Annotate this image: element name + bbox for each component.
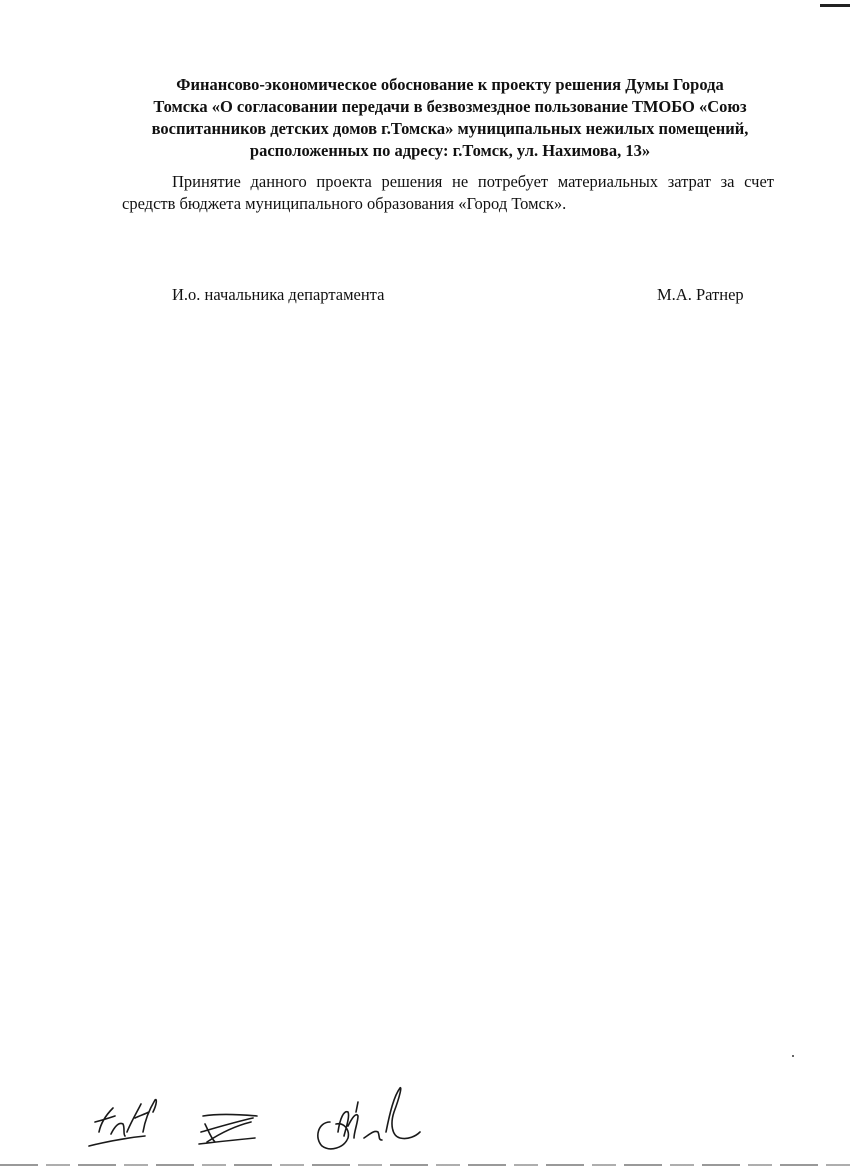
scan-speck bbox=[792, 1055, 794, 1057]
signatory-role: И.о. начальника департамента bbox=[172, 285, 385, 304]
body-line: средств бюджета муниципального образования «Город Томск». bbox=[122, 194, 567, 213]
signature-icon bbox=[308, 1082, 423, 1162]
title-line: Томска «О согласовании передачи в безвозмездное пользование ТМОБО «Союз bbox=[153, 97, 747, 116]
signatory-name: М.А. Ратнер bbox=[657, 285, 744, 304]
corner-mark bbox=[820, 4, 850, 7]
title-line: расположенных по адресу: г.Томск, ул. Нахимова, 13» bbox=[249, 141, 651, 160]
signature-icon bbox=[195, 1102, 265, 1152]
body-line: Принятие данного проекта решения не потребует материальных затрат за счет bbox=[172, 172, 774, 191]
scan-edge bbox=[0, 1164, 850, 1166]
document-title bbox=[120, 74, 780, 162]
signature-icon bbox=[85, 1082, 165, 1154]
body-paragraph bbox=[122, 171, 774, 215]
title-line: Финансово-экономическое обоснование к проекту решения Думы Города bbox=[176, 75, 724, 94]
title-line: воспитанников детских домов г.Томска» муниципальных нежилых помещений, bbox=[151, 119, 749, 138]
